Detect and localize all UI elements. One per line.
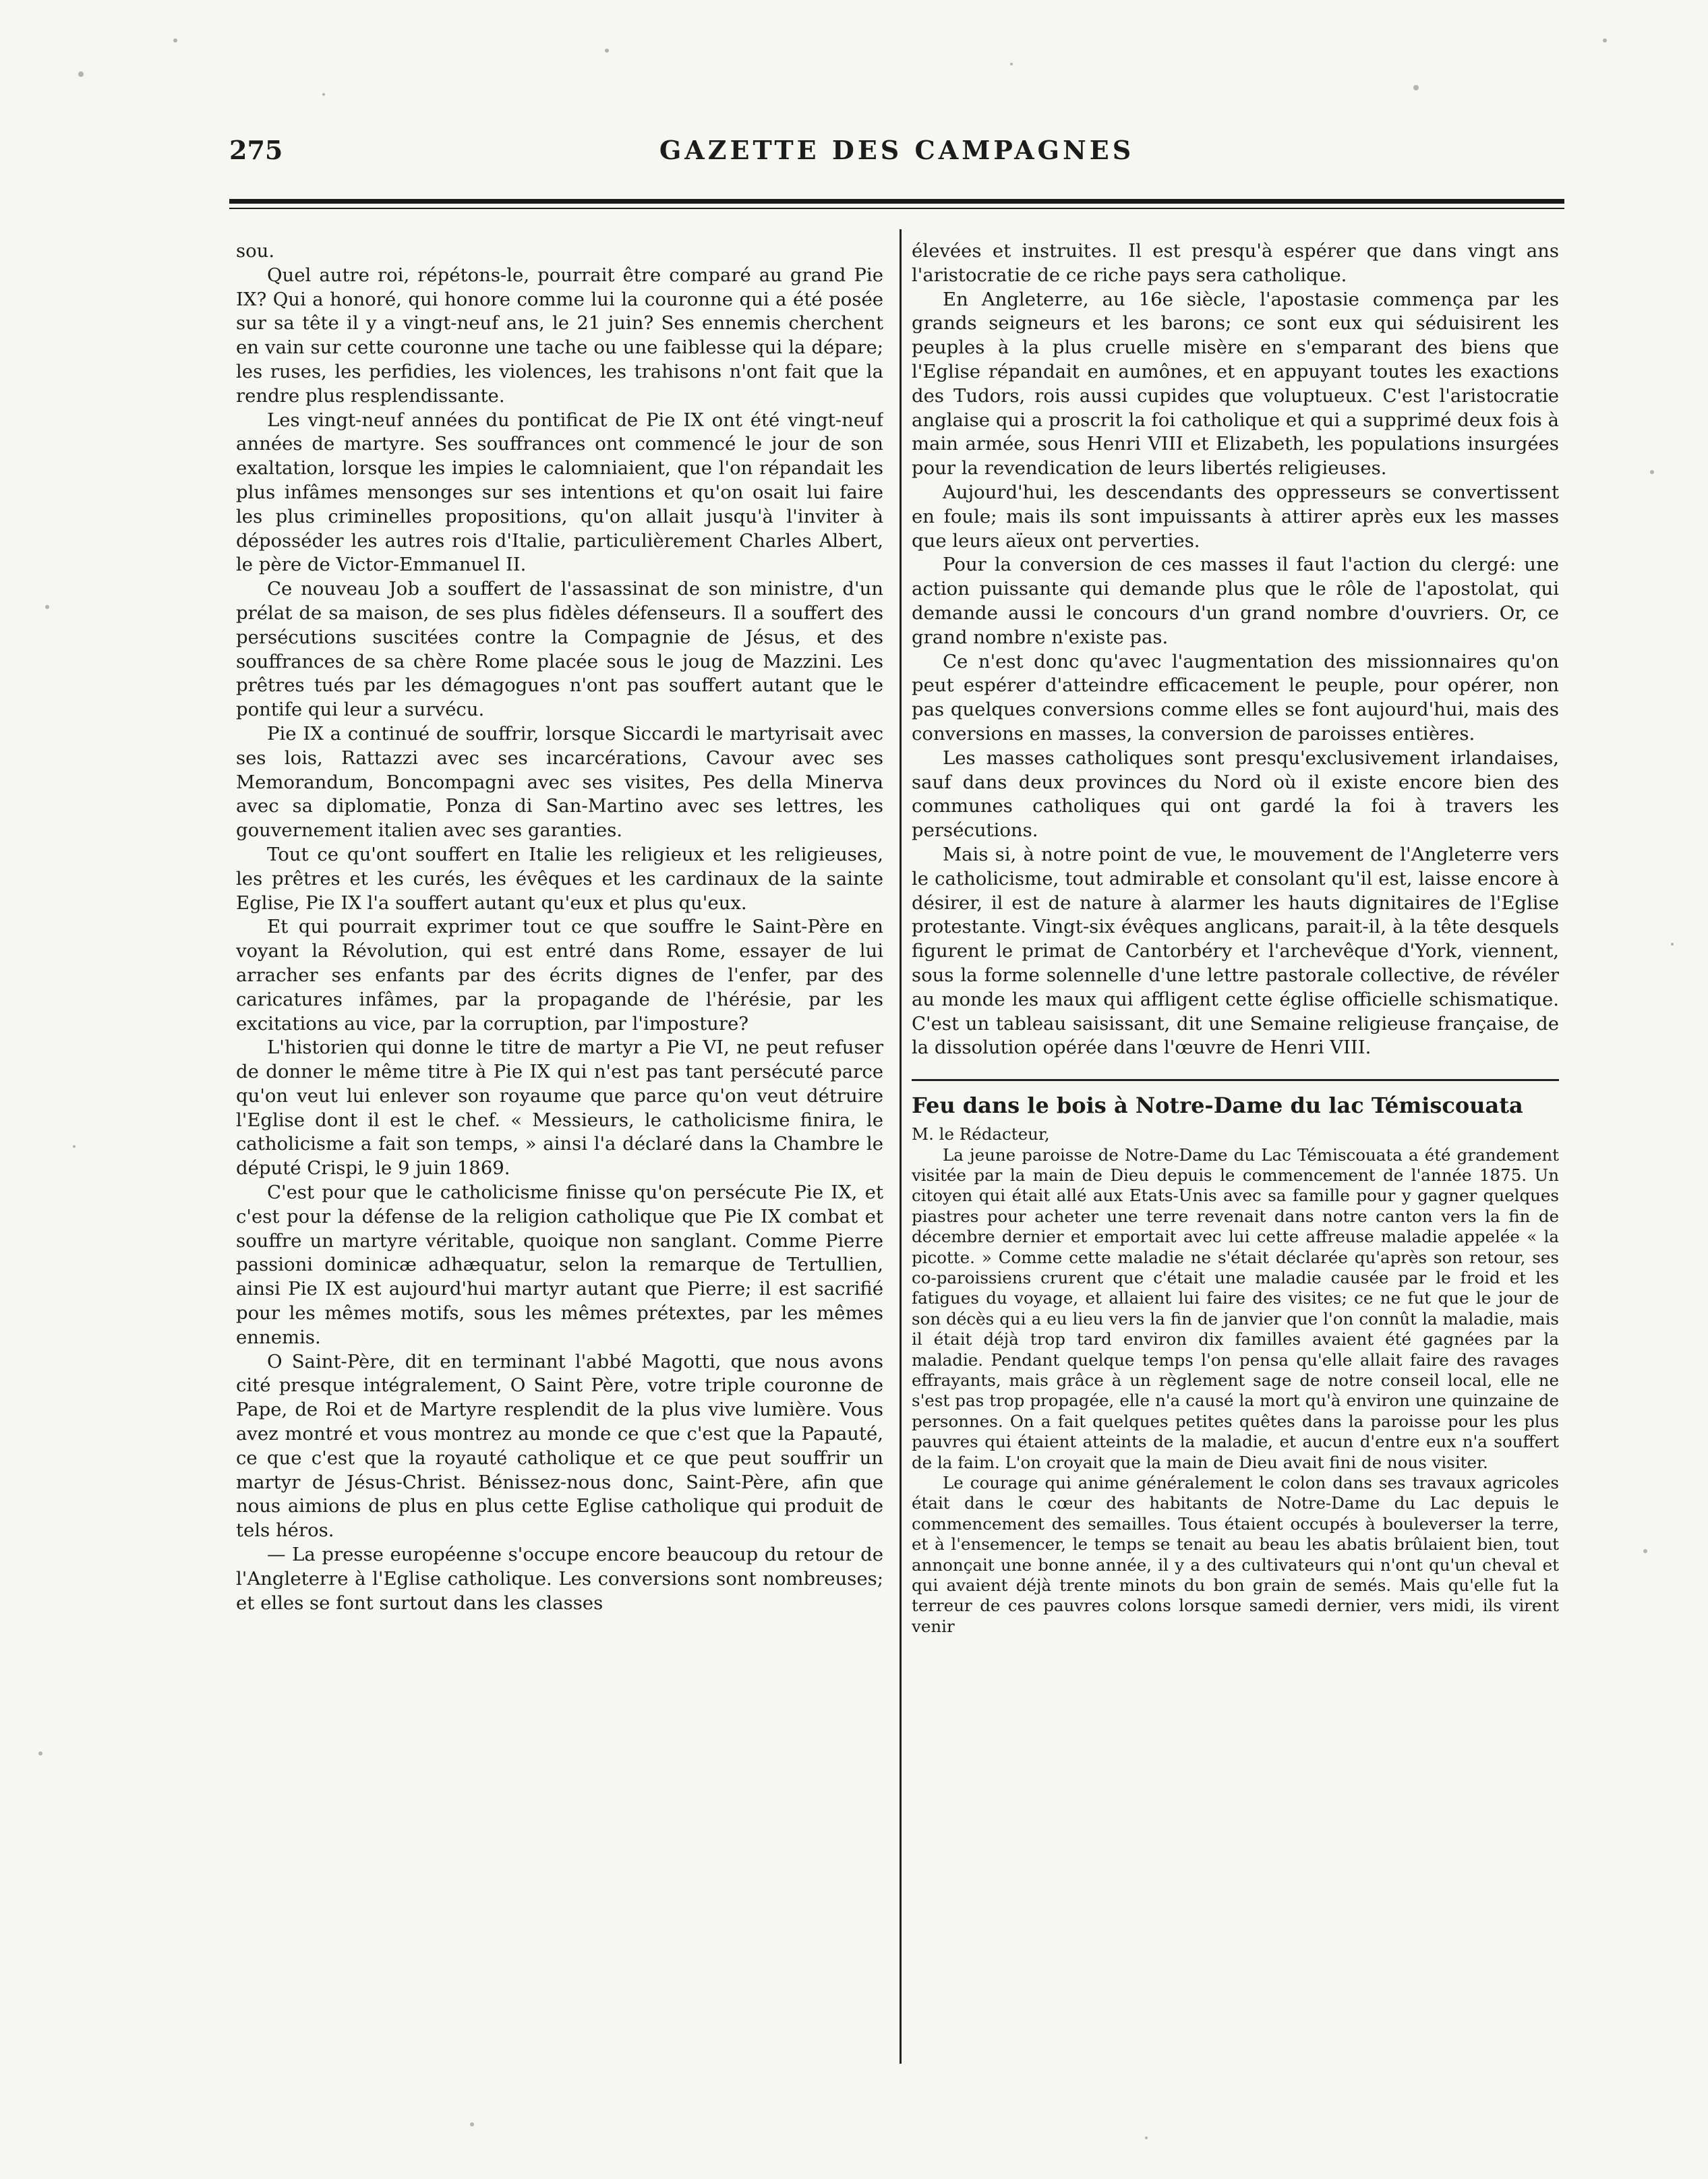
paragraph: Ce n'est donc qu'avec l'augmentation des missionnaires qu'on peut espérer d'atteindre efficacement le peuple, pour opérer, non pas quelques conversions comme elles se font aujourd'hui, mais des conversions en masses, la conversion de paroisses entières. — [912, 650, 1559, 745]
paragraph: Tout ce qu'ont souffert en Italie les religieux et les religieuses, les prêtres et les curés, les évêques et les cardinaux de la sainte Eglise, Pie IX l'a souffert autant qu'eux et plus qu'eux. — [236, 843, 883, 914]
paragraph: Les masses catholiques sont presqu'exclusivement irlandaises, sauf dans deux provinces du Nord où il existe encore bien des communes catholiques qui ont gardé la foi à travers les persécutions. — [912, 747, 1559, 842]
paragraph: Pour la conversion de ces masses il faut l'action du clergé: une action puissante qui demande plus que le rôle de l'apostolat, qui demande aussi le concours d'un grand nombre d'ouvriers. Or, ce grand nombre n'existe pas. — [912, 554, 1559, 648]
column-divider — [900, 229, 902, 2064]
article-headline: Feu dans le bois à Notre-Dame du lac Témiscouata — [912, 1079, 1559, 1120]
right-column — [912, 239, 1559, 2060]
paragraph: Ce nouveau Job a souffert de l'assassinat de son ministre, d'un prélat de sa maison, de ses plus fidèles défenseurs. Il a souffert des persécutions suscitées contre la Compagnie de Jésus, et des souffrances de sa chère Rome placée sous le joug de Mazzini. Les prêtres tués par les démagogues n'ont pas souffert autant que le pontife qui leur a survécu. — [236, 578, 883, 721]
header-rule-thick — [229, 199, 1564, 204]
paragraph: Et qui pourrait exprimer tout ce que souffre le Saint-Père en voyant la Révolution, qui est entré dans Rome, essayer de lui arracher ses enfants par des écrits dignes de l'enfer, par des caricatures infâmes, par la propagande de l'hérésie, par les excitations au vice, par la corruption, par l'imposture? — [236, 916, 883, 1035]
paragraph: Pie IX a continué de souffrir, lorsque Siccardi le martyrisait avec ses lois, Rattazzi avec ses incarcérations, Cavour avec ses Memorandum, Boncompagni avec ses visites, Pes della Minerva avec sa diplomatie, Ponza di San-Martino avec ses lettres, les gouvernement italien avec ses garanties. — [236, 722, 883, 842]
article-salutation: M. le Rédacteur, — [912, 1124, 1050, 1144]
page-header — [229, 135, 1564, 175]
page-number: 275 — [229, 135, 283, 165]
paragraph: Aujourd'hui, les descendants des oppresseurs se convertissent en foule; mais ils sont impuissants à attirer après eux les masses que leurs aïeux ont perverties. — [912, 481, 1559, 552]
paragraph: En Angleterre, au 16e siècle, l'apostasie commença par les grands seigneurs et les barons; ce sont eux qui séduisirent les peuples à la plus cruelle misère en s'emparant des biens que l'Eglise répandait en aumônes, et en appuyant toutes les exactions des Tudors, rois aussi cupides que voluptueux. C'est l'aristocratie anglaise qui a proscrit la foi catholique et qui a supprimé deux fois à main armée, sous Henri VIII et Elizabeth, les populations insurgées pour la revendication de leurs libertés religieuses. — [912, 288, 1559, 480]
paragraph: Le courage qui anime généralement le colon dans ses travaux agricoles était dans le cœur des habitants de Notre-Dame du Lac depuis le commencement des semailles. Tous étaient occupés à bouleverser la terre, et à l'ensemencer, le temps se tenait au beau les abatis brûlaient bien, tout annonçait une bonne année, il y a des cultivateurs qui n'ont qu'un cheval et qui avaient déjà trente minots du bon grain de semés. Mais qu'elle fut la terreur de ces pauvres colons lorsque samedi dernier, vers midi, ils virent venir — [912, 1473, 1559, 1636]
paragraph: C'est pour que le catholicisme finisse qu'on persécute Pie IX, et c'est pour la défense de la religion catholique que Pie IX combat et souffre un martyre véritable, quoique non sanglant. Comme Pierre passioni dominicæ adhæquatur, selon la remarque de Tertullien, ainsi Pie IX est aujourd'hui martyr autant que Pierre; il est sacrifié pour les mêmes motifs, sous les mêmes prétextes, par les mêmes ennemis. — [236, 1182, 883, 1348]
paragraph: O Saint-Père, dit en terminant l'abbé Magotti, que nous avons cité presque intégralement, O Saint Père, votre triple couronne de Pape, de Roi et de Martyre resplendit de la plus vive lumière. Vous avez montré et vous montrez au monde ce que c'est que la Papauté, ce que c'est que la royauté catholique et ce que peut souffrir un martyr de Jésus-Christ. Bénissez-nous donc, Saint-Père, afin que nous aimions de plus en plus cette Eglise catholique qui produit de tels héros. — [236, 1350, 883, 1542]
paragraph: Les vingt-neuf années du pontificat de Pie IX ont été vingt-neuf années de martyre. Ses souffrances ont commencé le jour de son exaltation, lorsque les impies le calomniaient, que l'on répandait les plus infâmes mensonges sur ses intentions et qu'on osait lui faire les plus criminelles propositions, qu'on allait jusqu'à l'inviter à déposséder les autres rois d'Italie, particulièrement Charles Albert, le père de Victor-Emmanuel II. — [236, 409, 883, 576]
paragraph: La jeune paroisse de Notre-Dame du Lac Témiscouata a été grandement visitée par la main de Dieu depuis le commencement de l'année 1875. Un citoyen qui était allé aux Etats-Unis avec sa famille pour y gagner quelques piastres pour acheter une terre revenait dans notre canton vers la fin de décembre dernier et emportait avec lui cette affreuse maladie appelée « la picotte. » Comme cette maladie ne s'était déclarée qu'après son retour, ses co-paroissiens crurent que c'était une maladie causée par le froid et les fatigues du voyage, et allaient lui faire des visites; ce ne fut que le jour de son décès qui a eu lieu vers la fin de janvier que l'on connût la maladie, mais il était déjà trop tard environ dix familles avaient été gagnées par la maladie. Pendant quelque temps l'on pensa qu'elle allait faire des ravages effrayants, mais grâce à un règlement sage de notre conseil local, elle ne s'est pas trop propagée, elle n'a causé la mort qu'à environ une quinzaine de personnes. On a fait quelques petites quêtes dans la paroisse pour les plus pauvres qui étaient atteints de la maladie, et aucun d'entre eux n'a souffert de la faim. L'on croyait que la main de Dieu avait fini de nous visiter. — [912, 1144, 1559, 1472]
paragraph: L'historien qui donne le titre de martyr a Pie VI, ne peut refuser de donner le même titre à Pie IX qui n'est pas tant persécuté parce qu'on veut lui enlever son royaume que parce qu'on veut détruire l'Eglise dont il est le chef. « Messieurs, le catholicisme finira, le catholicisme a fait son temps, » ainsi l'a déclaré dans la Chambre le député Crispi, le 9 juin 1869. — [236, 1037, 883, 1180]
left-column — [236, 239, 883, 2060]
paragraph: Mais si, à notre point de vue, le mouvement de l'Angleterre vers le catholicisme, tout admirable et consolant qu'il est, laisse encore à désirer, il est de nature à alarmer les hauts dignitaires de l'Eglise protestante. Vingt-six évêques anglicans, parait-il, à la tête desquels figurent le primat de Cantorbéry et l'archevêque d'York, viennent, sous la forme solennelle d'une lettre pastorale collective, de révéler au monde les maux qui affligent cette église officielle schismatique. C'est un tableau saisissant, dit une Semaine religieuse française, de la dissolution opérée dans l'œuvre de Henri VIII. — [912, 843, 1559, 1059]
paragraph: — La presse européenne s'occupe encore beaucoup du retour de l'Angleterre à l'Eglise catholique. Les conversions sont nombreuses; et elles se font surtout dans les classes — [236, 1544, 883, 1614]
paragraph: sou. — [236, 240, 275, 262]
paragraph: Quel autre roi, répétons-le, pourrait être comparé au grand Pie IX? Qui a honoré, qui honore comme lui la couronne qui a été posée sur sa tête il y a vingt-neuf ans, le 21 juin? Ses ennemis cherchent en vain sur cette couronne une tache ou une faiblesse qui la dépare; les ruses, les perfidies, les violences, les trahisons n'ont fait que la rendre plus resplendissante. — [236, 264, 883, 407]
running-title: GAZETTE DES CAMPAGNES — [659, 135, 1135, 165]
article-body — [912, 1124, 1559, 1637]
header-rule-thin — [229, 208, 1564, 209]
paragraph: élevées et instruites. Il est presqu'à espérer que dans vingt ans l'aristocratie de ce riche pays sera catholique. — [912, 240, 1559, 286]
